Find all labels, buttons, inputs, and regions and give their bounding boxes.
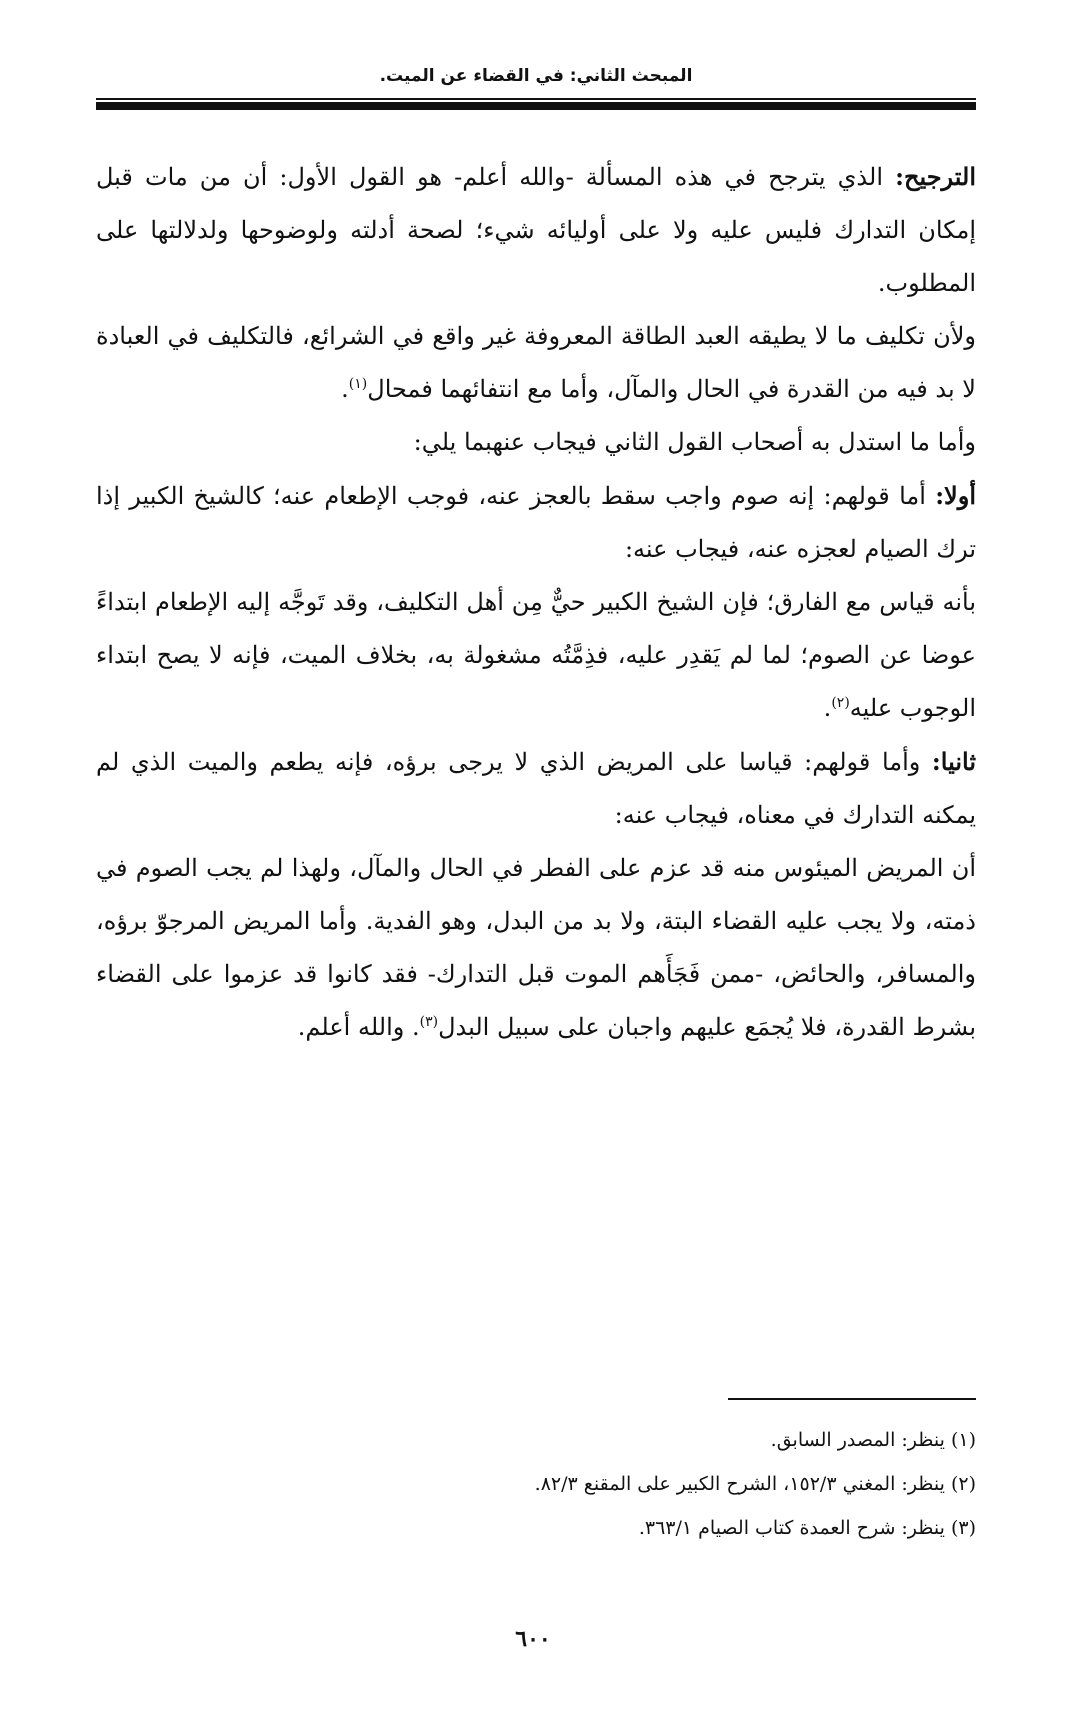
footnote-ref[interactable]: (١) [348,376,368,392]
footnote-rule [728,1398,976,1400]
page-number: ٦٠٠ [515,1626,551,1652]
paragraph-text: ولأن تكليف ما لا يطيقه العبد الطاقة المعروفة غير واقع في الشرائع، فالتكليف في العبادة لا بد فيه من القدرة في الحال والمآل، وأما مع انتفائهما فمحال [96,322,976,403]
paragraph-text: أما قولهم: إنه صوم واجب سقط بالعجز عنه، فوجب الإطعام عنه؛ كالشيخ الكبير إذا ترك الصيام لعجزه عنه، فيجاب عنه: [96,482,976,563]
running-header: المبحث الثاني: في القضاء عن الميت. [379,66,693,86]
footnote-item: (٣) ينظر: شرح العمدة كتاب الصيام ٣٦٣/١. [638,1517,976,1539]
paragraph-first-point [96,469,976,576]
paragraph-tarjih [96,150,976,310]
footnotes [96,1418,976,1550]
paragraph-lead: أولا: [935,481,976,510]
paragraph-text: وأما ما استدل به أصحاب القول الثاني فيجاب عنهبما يلي: [413,428,976,456]
header-rule [96,102,976,110]
paragraph-text: وأما قولهم: قياسا على المريض الذي لا يرجى برؤه، فإنه يطعم والميت الذي لم يمكنه التدارك في معناه، فيجاب عنه: [96,748,976,829]
body-text [96,150,976,1054]
header-rule-thin [96,98,976,100]
footnote-ref[interactable]: (٣) [419,1014,439,1030]
paragraph-text: بأنه قياس مع الفارق؛ فإن الشيخ الكبير حيٌّ مِن أهل التكليف، وقد تَوجَّه إليه الإطعام ابتداءً عوضا عن الصوم؛ لما لم يَقدِر عليه، فذِمَّتُه مشغولة به، بخلاف الميت، فإنه لا يصح ابتداء الوجوب عليه [96,588,976,722]
paragraph-response-intro [96,416,976,469]
paragraph-first-answer [96,576,976,735]
paragraph-second-answer [96,842,976,1054]
paragraph-tail: . [341,375,349,403]
footnote-item: (٢) ينظر: المغني ١٥٢/٣، الشرح الكبير على المقنع ٨٢/٣. [534,1473,976,1495]
paragraph-tail: . والله أعلم. [297,1013,420,1041]
paragraph-lead: ثانيا: [931,747,976,776]
paragraph-text: الذي يترجح في هذه المسألة -والله أعلم- هو القول الأول: أن من مات قبل إمكان التدارك فليس عليه ولا على أوليائه شيء؛ لصحة أدلته ولوضوحها ولدلالتها على المطلوب. [96,163,976,297]
paragraph-lead: الترجيح: [895,162,976,191]
paragraph-takleef [96,310,976,416]
footnote-item: (١) ينظر: المصدر السابق. [770,1429,976,1451]
paragraph-text: أن المريض الميئوس منه قد عزم على الفطر في الحال والمآل، ولهذا لم يجب الصوم في ذمته، ولا يجب عليه القضاء البتة، ولا بد من البدل، وهو الفدية. وأما المريض المرجوّ برؤه، والمسافر، والحائض، -ممن فَجَأَهم الموت قبل التدارك- فقد كانوا قد عزموا على القضاء بشرط القدرة، فلا يُجمَع عليهم واجبان على سبيل البدل [96,854,976,1041]
paragraph-tail: . [823,694,832,722]
paragraph-second-point [96,735,976,842]
footnote-ref[interactable]: (٢) [831,695,850,711]
